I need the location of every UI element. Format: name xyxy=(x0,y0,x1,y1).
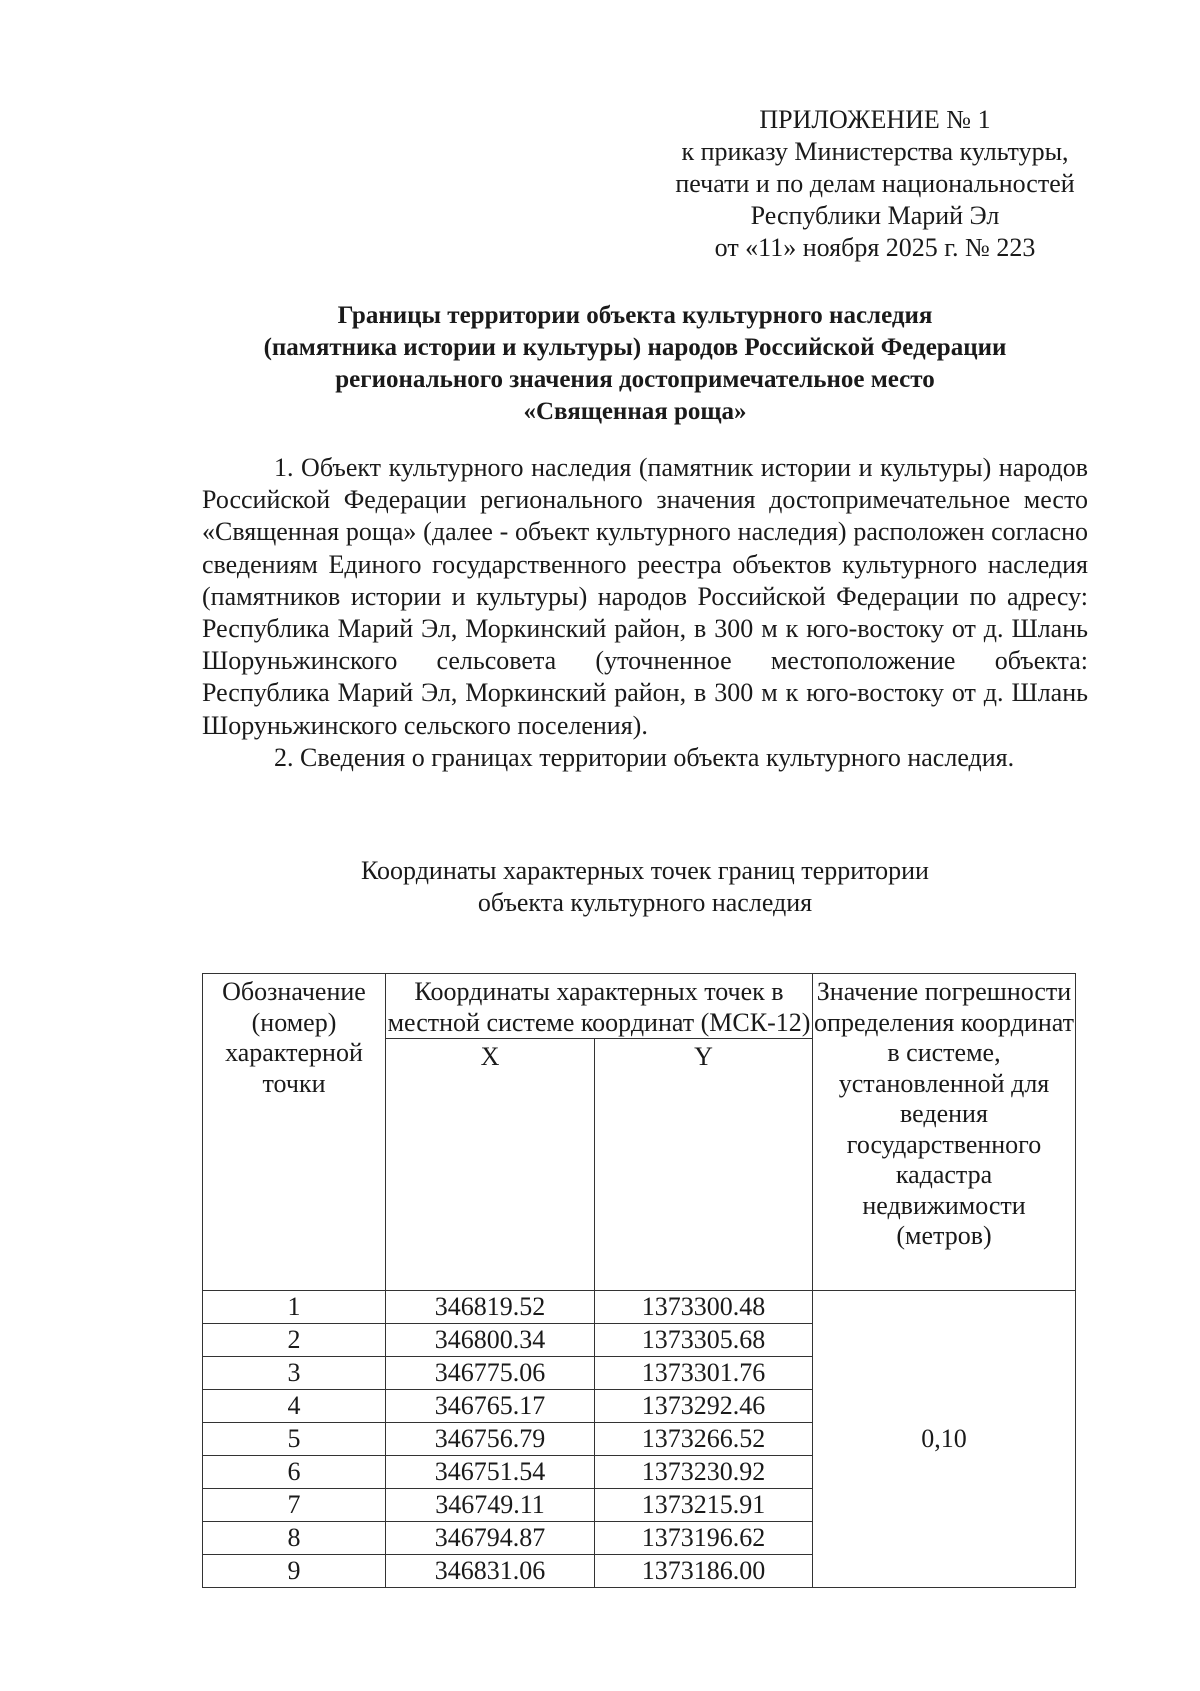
header-y: Y xyxy=(595,1039,813,1291)
header-point-number: Обозначение (номер) характерной точки xyxy=(203,974,386,1291)
title-line: регионального значения достопримечательное место xyxy=(335,366,935,393)
paragraph-2: 2. Сведения о границах территории объекта культурного наследия. xyxy=(274,742,1015,772)
cell-point-number: 9 xyxy=(203,1555,386,1588)
cell-y: 1373186.00 xyxy=(595,1555,813,1588)
caption-line: Координаты характерных точек границ территории xyxy=(361,856,929,885)
title-line: (памятника истории и культуры) народов Российской Федерации xyxy=(263,334,1007,361)
coordinates-table xyxy=(202,973,1076,1588)
appendix-title: ПРИЛОЖЕНИЕ № 1 xyxy=(759,105,991,134)
cell-point-number: 8 xyxy=(203,1522,386,1555)
cell-x: 346831.06 xyxy=(386,1555,595,1588)
cell-x: 346800.34 xyxy=(386,1324,595,1357)
cell-x: 346775.06 xyxy=(386,1357,595,1390)
appendix-date: от «11» ноября 2025 г. № 223 xyxy=(714,233,1036,262)
header-error: Значение погрешности определения координат в системе, установленной для ведения государственного кадастра недвижимости (метров) xyxy=(813,974,1076,1291)
cell-point-number: 6 xyxy=(203,1456,386,1489)
cell-x: 346765.17 xyxy=(386,1390,595,1423)
cell-y: 1373305.68 xyxy=(595,1324,813,1357)
cell-point-number: 5 xyxy=(203,1423,386,1456)
title-line: Границы территории объекта культурного наследия xyxy=(337,302,933,329)
cell-x: 346751.54 xyxy=(386,1456,595,1489)
appendix-line: к приказу Министерства культуры, xyxy=(681,137,1069,166)
paragraph-1: 1. Объект культурного наследия (памятник истории и культуры) народов Российской Федерации регионального значения достопримечательное место «Священная роща» (далее - объект культурного наследия) расположен согласно сведениям Единого государственного реестра объектов культурного наследия (памятников истории и культуры) народов Российской Федерации по адресу: Республика Марий Эл, Моркинский район, в 300 м к юго-востоку от д. Шлань Шоруньжинского сельсовета (уточненное местоположение объекта: Республика Марий Эл, Моркинский район, в 300 м к юго-востоку от д. Шлань Шоруньжинского сельского поселения). xyxy=(202,453,1088,740)
table-row xyxy=(203,1291,1076,1324)
cell-x: 346756.79 xyxy=(386,1423,595,1456)
cell-y: 1373215.91 xyxy=(595,1489,813,1522)
document-title xyxy=(190,300,1080,428)
appendix-block xyxy=(640,104,1110,264)
cell-y: 1373196.62 xyxy=(595,1522,813,1555)
cell-x: 346794.87 xyxy=(386,1522,595,1555)
document-body xyxy=(202,452,1088,774)
cell-point-number: 2 xyxy=(203,1324,386,1357)
caption-line: объекта культурного наследия xyxy=(477,888,813,917)
cell-point-number: 7 xyxy=(203,1489,386,1522)
cell-y: 1373300.48 xyxy=(595,1291,813,1324)
cell-x: 346819.52 xyxy=(386,1291,595,1324)
appendix-line: печати и по делам национальностей xyxy=(675,169,1075,198)
cell-y: 1373292.46 xyxy=(595,1390,813,1423)
header-coordinates: Координаты характерных точек в местной системе координат (МСК-12) xyxy=(386,974,813,1039)
cell-point-number: 4 xyxy=(203,1390,386,1423)
cell-y: 1373230.92 xyxy=(595,1456,813,1489)
cell-point-number: 1 xyxy=(203,1291,386,1324)
cell-x: 346749.11 xyxy=(386,1489,595,1522)
table-caption xyxy=(200,855,1090,919)
cell-y: 1373301.76 xyxy=(595,1357,813,1390)
header-x: X xyxy=(386,1039,595,1291)
appendix-line: Республики Марий Эл xyxy=(750,201,1000,230)
cell-y: 1373266.52 xyxy=(595,1423,813,1456)
cell-error-value: 0,10 xyxy=(813,1291,1076,1588)
cell-point-number: 3 xyxy=(203,1357,386,1390)
title-line: «Священная роща» xyxy=(523,398,747,425)
